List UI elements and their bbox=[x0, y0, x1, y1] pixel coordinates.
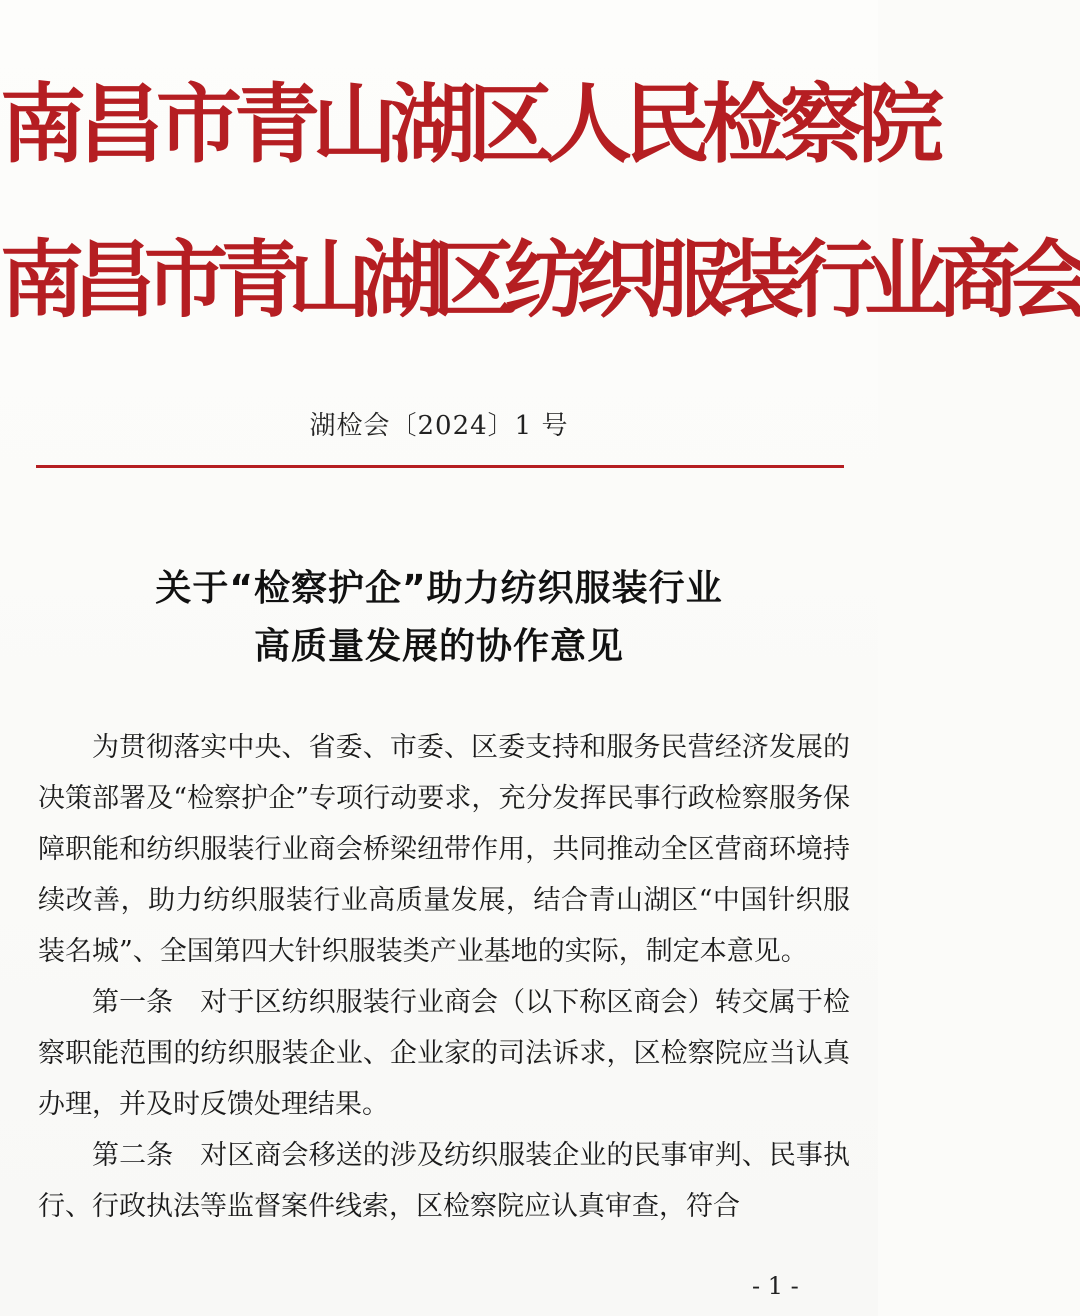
body-paragraph-article-2: 第二条 对区商会移送的涉及纺织服装企业的民事审判、民事执行、行政执法等监督案件线索，区检察院应认真审查，符合 bbox=[38, 1140, 850, 1222]
issuer-name-procuratorate: 南昌市青山湖区人民检察院 bbox=[0, 74, 936, 175]
issuer-name-chamber-of-commerce: 南昌市青山湖区纺织服装行业商会 bbox=[0, 230, 1080, 329]
body-paragraph-intro: 为贯彻落实中央、省委、市委、区委支持和服务民营经济发展的决策部署及“检察护企”专项行动要求，充分发挥民事行政检察服务保障职能和纺织服装行业商会桥梁纽带作用，共同推动全区营商环境持续改善，助力纺织服装行业高质量发展，结合青山湖区“中国针织服装名城”、全国第四大针织服装类产业基地的实际，制定本意见。 bbox=[38, 732, 850, 967]
document-body bbox=[38, 722, 850, 1232]
document-title-line-2: 高质量发展的协作意见 bbox=[253, 626, 624, 667]
document-title-line-1: 关于“检察护企”助力纺织服装行业 bbox=[155, 568, 723, 609]
body-paragraph-article-1: 第一条 对于区纺织服装行业商会（以下称区商会）转交属于检察职能范围的纺织服装企业、企业家的司法诉求，区检察院应当认真办理，并及时反馈处理结果。 bbox=[38, 987, 850, 1120]
page-number: - 1 - bbox=[752, 1272, 799, 1300]
document-number: 湖检会〔2024〕1 号 bbox=[309, 411, 569, 441]
red-divider-line bbox=[36, 465, 844, 468]
